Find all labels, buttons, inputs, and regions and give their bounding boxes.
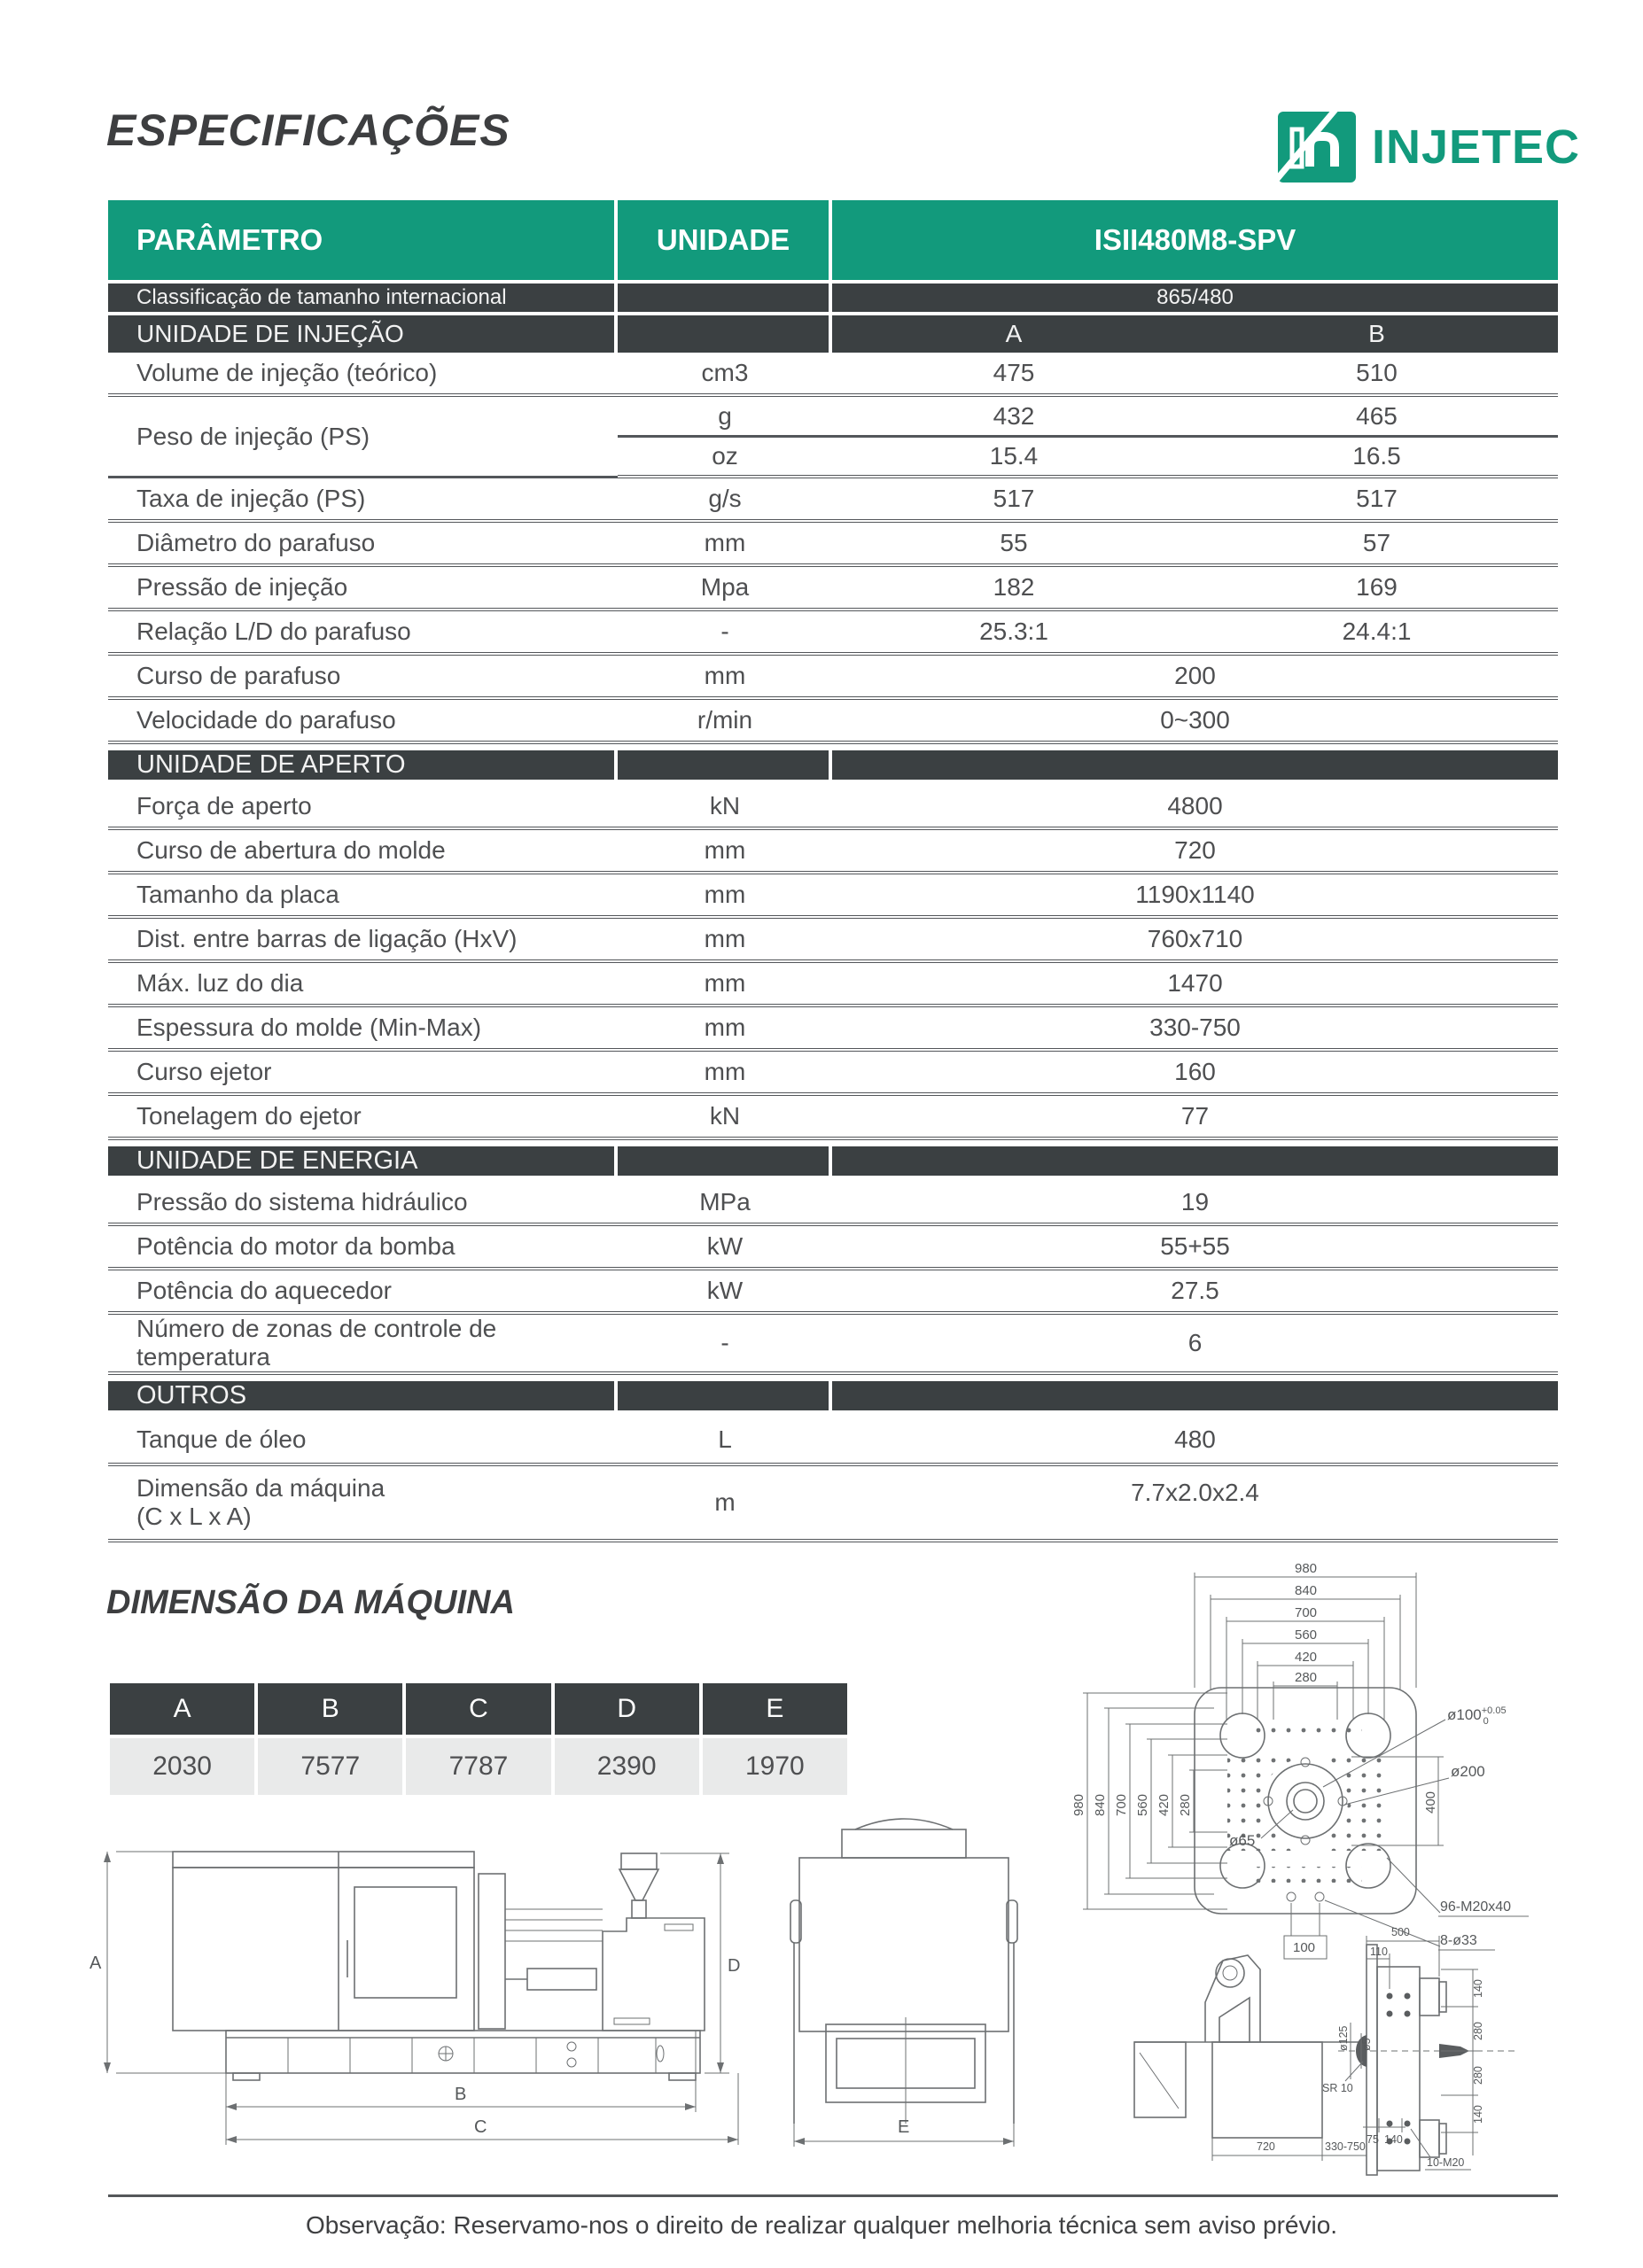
section-row-aperto: [108, 744, 1558, 786]
spec-row: Curso ejetor mm 160: [108, 1052, 1558, 1096]
clamp-label-d5: ø5: [1360, 2038, 1373, 2051]
spec-row: Peso de injeção (PS) g 432 465: [108, 397, 1558, 438]
spec-row: Tonelagem do ejetor kN 77: [108, 1096, 1558, 1140]
spec-row: Espessura do molde (Min-Max) mm 330-750: [108, 1007, 1558, 1052]
machine-dimension-sublabel: (C x L x A): [136, 1503, 252, 1530]
spec-row: Tanque de óleo L 480: [108, 1417, 1558, 1466]
spec-table: [108, 200, 1558, 1542]
dims-value-e: 1970: [703, 1738, 847, 1795]
svg-text:560: 560: [1295, 1627, 1318, 1643]
svg-text:840: 840: [1093, 1793, 1108, 1816]
spec-row: Força de aperto kN 4800: [108, 786, 1558, 830]
spec-row: Dimensão da máquina (C x L x A) m 7.7x2.0x2.4: [108, 1466, 1558, 1542]
svg-text:280: 280: [1178, 1793, 1193, 1816]
brand-logo: [1274, 108, 1580, 186]
dim-label-a: A: [90, 1953, 102, 1973]
spec-row: oz 15.4 16.5: [108, 438, 1558, 478]
dim-label-d: D: [728, 1956, 741, 1976]
spec-row: Pressão de injeção Mpa 182 169: [108, 567, 1558, 611]
platen-top-dims: [1195, 1561, 1416, 1720]
dim-label-c: C: [474, 2117, 487, 2137]
footer-divider: [108, 2194, 1558, 2197]
platen-label-d100: $ø100^{+0.05}$ 0: [1447, 1705, 1507, 1727]
dims-header-b: B: [258, 1683, 402, 1735]
svg-text:140: 140: [1472, 2105, 1484, 2124]
footer-note: Observação: Reservamo-nos o direito de realizar qualquer melhoria técnica sem aviso prévio.: [305, 2211, 1338, 2239]
spec-row: Número de zonas de controle de temperatura - 6: [108, 1315, 1558, 1375]
page-title: ESPECIFICAÇÕES: [106, 105, 510, 155]
spec-row: Curso de abertura do molde mm 720: [108, 830, 1558, 874]
platen-label-holes: 8-ø33: [1440, 1933, 1477, 1948]
dims-value-d: 2390: [555, 1738, 699, 1795]
svg-text:700: 700: [1114, 1793, 1129, 1816]
col-header-parametro: PARÂMETRO: [108, 200, 618, 284]
svg-text:280: 280: [1295, 1670, 1318, 1685]
subcol-a: A: [832, 315, 1195, 353]
dim-label-e: E: [898, 2117, 910, 2137]
dims-value-row: [110, 1738, 847, 1795]
dims-header-row: [110, 1683, 847, 1735]
platen-left-dims: [1071, 1693, 1227, 1909]
dims-header-a: A: [110, 1683, 254, 1735]
spec-row: Taxa de injeção (PS) g/s 517 517: [108, 478, 1558, 523]
clamp-dim-330-750: 330-750: [1325, 2140, 1366, 2153]
clamp-label-d125: ø125: [1337, 2025, 1350, 2051]
svg-text:980: 980: [1071, 1793, 1086, 1816]
spec-row: Diâmetro do parafuso mm 55 57: [108, 523, 1558, 567]
clamp-label-sr10: SR 10: [1322, 2082, 1353, 2094]
svg-text:700: 700: [1295, 1605, 1318, 1620]
machine-dimensions-table: [106, 1680, 851, 1798]
machine-dimension-label: Dimensão da máquina: [136, 1474, 385, 1502]
platen-right-dim: 400: [1423, 1790, 1438, 1814]
spec-row: Velocidade do parafuso r/min 0~300: [108, 700, 1558, 744]
spec-row: Curso de parafuso mm 200: [108, 656, 1558, 700]
spec-header-row: [108, 200, 1558, 284]
clamp-label-10-m20: 10-M20: [1427, 2156, 1465, 2169]
machine-dimensions-title: DIMENSÃO DA MÁQUINA: [106, 1584, 515, 1621]
svg-text:280: 280: [1472, 2066, 1484, 2085]
platen-label-d200: ø200: [1451, 1763, 1485, 1780]
section-row-energia: [108, 1140, 1558, 1182]
dims-header-e: E: [703, 1683, 847, 1735]
svg-text:420: 420: [1295, 1650, 1318, 1665]
machine-side-view-drawing: [84, 1807, 744, 2166]
spec-row: Dist. entre barras de ligação (HxV) mm 760x710: [108, 919, 1558, 963]
subcol-b: B: [1195, 315, 1558, 353]
spec-row: Volume de injeção (teórico) cm3 475 510: [108, 353, 1558, 397]
col-header-unidade: UNIDADE: [618, 200, 832, 284]
spec-row: Máx. luz do dia mm 1470: [108, 963, 1558, 1007]
brand-name: INJETEC: [1372, 120, 1581, 174]
clamp-dim-720: 720: [1257, 2140, 1275, 2153]
clamp-dim-500: 500: [1391, 1926, 1410, 1938]
classification-label: Classificação de tamanho internacional: [108, 284, 618, 315]
spec-row: Pressão do sistema hidráulico MPa 19: [108, 1182, 1558, 1226]
spec-row: Tamanho da placa mm 1190x1140: [108, 874, 1558, 919]
classification-row: [108, 284, 1558, 315]
spec-row: Potência do aquecedor kW 27.5: [108, 1270, 1558, 1315]
dims-value-a: 2030: [110, 1738, 254, 1795]
section-title-outros: OUTROS: [108, 1375, 618, 1417]
svg-text:140: 140: [1472, 1979, 1484, 1998]
brand-logo-icon: [1274, 108, 1359, 186]
spec-row: Potência do motor da bomba kW 55+55: [108, 1226, 1558, 1270]
clamping-unit-drawing: [1134, 1918, 1643, 2202]
clamp-right-dim-chain: [1441, 1969, 1484, 2155]
spec-row: Relação L/D do parafuso - 25.3:1 24.4:1: [108, 611, 1558, 656]
svg-text:420: 420: [1156, 1793, 1172, 1816]
svg-text:280: 280: [1472, 2022, 1484, 2040]
svg-text:560: 560: [1135, 1793, 1150, 1816]
dims-value-b: 7577: [258, 1738, 402, 1795]
dims-header-d: D: [555, 1683, 699, 1735]
platen-label-bottom: 100: [1293, 1940, 1316, 1955]
section-title-injecao: UNIDADE DE INJEÇÃO: [108, 315, 618, 353]
col-header-model: ISII480M8-SPV: [832, 200, 1558, 284]
section-title-aperto: UNIDADE DE APERTO: [108, 744, 618, 786]
clamp-dim-75: 75: [1367, 2133, 1379, 2146]
dims-value-c: 7787: [406, 1738, 550, 1795]
section-title-energia: UNIDADE DE ENERGIA: [108, 1140, 618, 1182]
svg-text:840: 840: [1295, 1583, 1318, 1598]
dim-label-b: B: [455, 2085, 467, 2104]
platen-drawing: [1059, 1546, 1643, 1971]
clamp-dim-140: 140: [1384, 2133, 1403, 2146]
machine-front-view-drawing: [753, 1812, 1055, 2166]
platen-label-d65: ø65: [1229, 1832, 1256, 1849]
classification-value: 865/480: [832, 284, 1558, 315]
section-row-injecao: [108, 315, 1558, 353]
dims-header-c: C: [406, 1683, 550, 1735]
platen-label-bolts: 96-M20x40: [1440, 1899, 1512, 1915]
clamp-dim-110: 110: [1370, 1946, 1388, 1958]
section-row-outros: [108, 1375, 1558, 1417]
svg-text:980: 980: [1295, 1561, 1318, 1576]
